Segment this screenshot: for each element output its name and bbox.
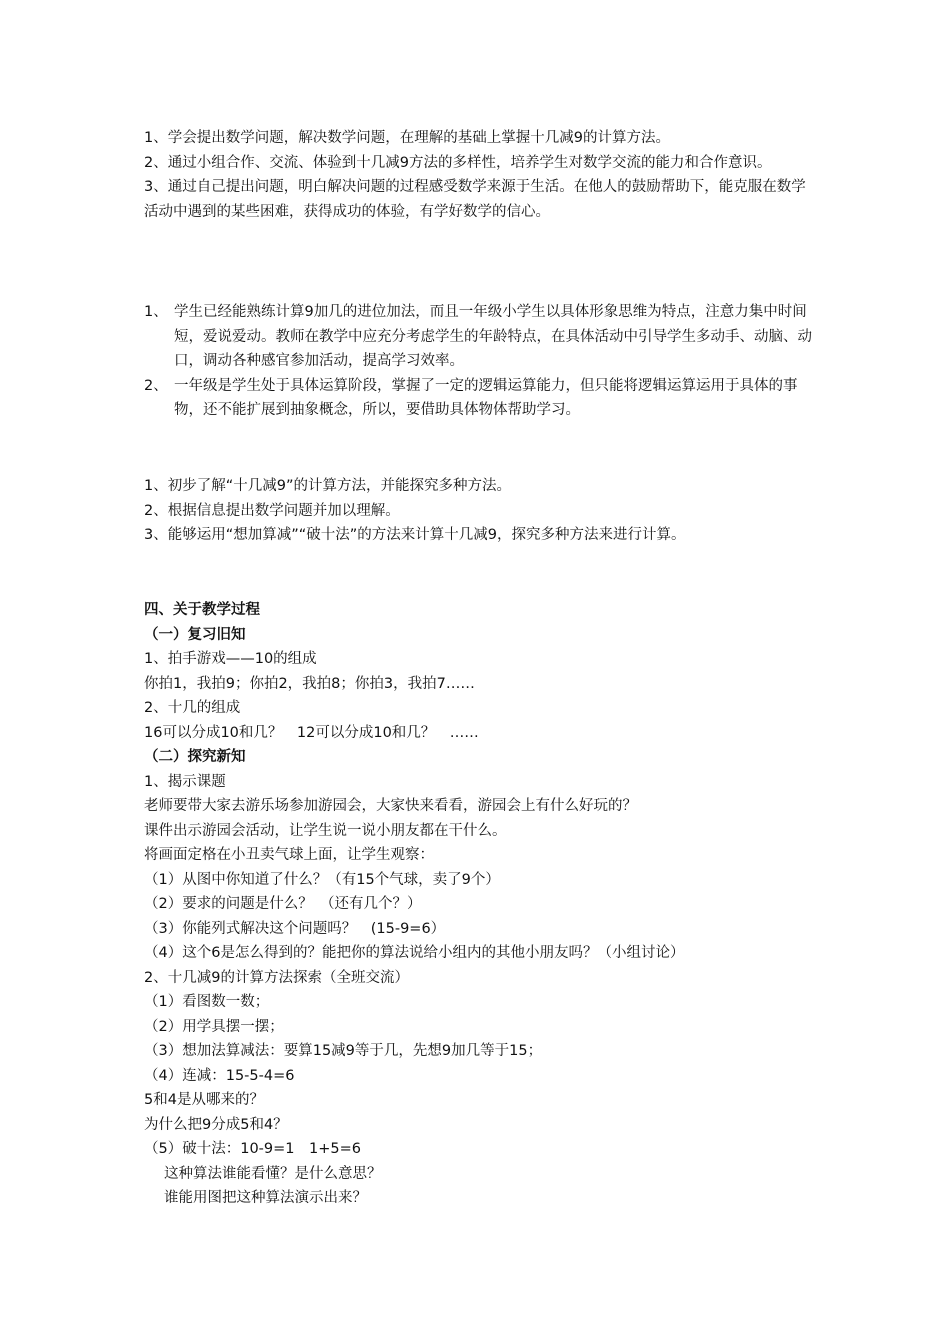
process-line: （1）从图中你知道了什么？（有15个气球，卖了9个） (144, 871, 500, 888)
process-line: 课件出示游园会活动，让学生说一说小朋友都在干什么。 (144, 822, 507, 839)
process-line: 将画面定格在小丑卖气球上面，让学生观察： (144, 847, 434, 863)
objective-1: 1、学会提出数学问题，解决数学问题，在理解的基础上掌握十几减9的计算方法。 (144, 130, 670, 146)
process-line: （5）破十法：10-9=1 1+5=6 (144, 1141, 361, 1157)
teaching-process-section (144, 598, 814, 1211)
key-point-2: 2、根据信息提出数学问题并加以理解。 (144, 502, 400, 519)
process-line: 16可以分成10和几？ 12可以分成10和几？ …… (144, 724, 479, 741)
analysis-item (144, 300, 814, 374)
process-line: 你拍1，我拍9；你拍2，我拍8；你拍3，我拍7…… (144, 675, 475, 692)
section-heading: 四、关于教学过程 (144, 602, 260, 618)
analysis-text: 一年级是学生处于具体运算阶段，掌握了一定的逻辑运算能力，但只能将逻辑运算运用于具体的事物，还不能扩展到抽象概念，所以，要借助具体物体帮助学习。 (174, 377, 798, 418)
process-line: （4）连减：15-5-4=6 (144, 1067, 295, 1084)
analysis-text: 学生已经能熟练计算9加几的进位加法，而且一年级小学生以具体形象思维为特点，注意力集中时间短，爱说爱动。教师在教学中应充分考虑学生的年龄特点，在具体活动中引导学生多动手、动脑、动口，调动各种感官参加活动，提高学习效率。 (174, 304, 812, 369)
analysis-number: 2、 (144, 377, 168, 394)
process-line: （2）用学具摆一摆； (144, 1018, 284, 1035)
process-line: （4）这个6是怎么得到的？能把你的算法说给小组内的其他小朋友吗？（小组讨论） (144, 945, 685, 961)
key-point-1: 1、初步了解“十几减9”的计算方法，并能探究多种方法。 (144, 478, 511, 494)
subsection-heading: （一）复习旧知 (144, 626, 246, 643)
objectives-section (144, 126, 814, 224)
process-line: 这种算法谁能看懂？是什么意思？ (164, 1165, 382, 1182)
objective-2: 2、通过小组合作、交流、体验到十几减9方法的多样性，培养学生对数学交流的能力和合作意识。 (144, 154, 772, 171)
process-line: 为什么把9分成5和4？ (144, 1116, 288, 1133)
process-line: 1、揭示课题 (144, 773, 226, 790)
process-line: 谁能用图把这种算法演示出来？ (164, 1190, 367, 1206)
process-line: （3）想加法算减法：要算15减9等于几，先想9加几等于15； (144, 1043, 543, 1059)
process-line: 5和4是从哪来的？ (144, 1092, 264, 1108)
subsection-heading: （二）探究新知 (144, 749, 246, 765)
process-line: 2、十几的组成 (144, 700, 241, 716)
key-points-section (144, 474, 814, 548)
process-line: 1、拍手游戏——10的组成 (144, 651, 317, 667)
process-line: 老师要带大家去游乐场参加游园会，大家快来看看，游园会上有什么好玩的？ (144, 798, 637, 814)
analysis-item (144, 374, 814, 423)
objective-3: 3、通过自己提出问题，明白解决问题的过程感受数学来源于生活。在他人的鼓励帮助下，能克服在数学活动中遇到的某些困难，获得成功的体验，有学好数学的信心。 (144, 179, 806, 220)
key-point-3: 3、能够运用“想加算减”“破十法”的方法来计算十几减9，探究多种方法来进行计算。 (144, 527, 686, 543)
process-line: 2、十几减9的计算方法探索（全班交流） (144, 969, 409, 986)
process-line: （1）看图数一数； (144, 994, 270, 1010)
process-line: （2）要求的问题是什么？ （还有几个？） (144, 896, 422, 912)
process-line: （3）你能列式解决这个问题吗？ (15-9=6） (144, 920, 446, 937)
student-analysis-section (144, 300, 814, 423)
analysis-number: 1、 (144, 304, 168, 320)
